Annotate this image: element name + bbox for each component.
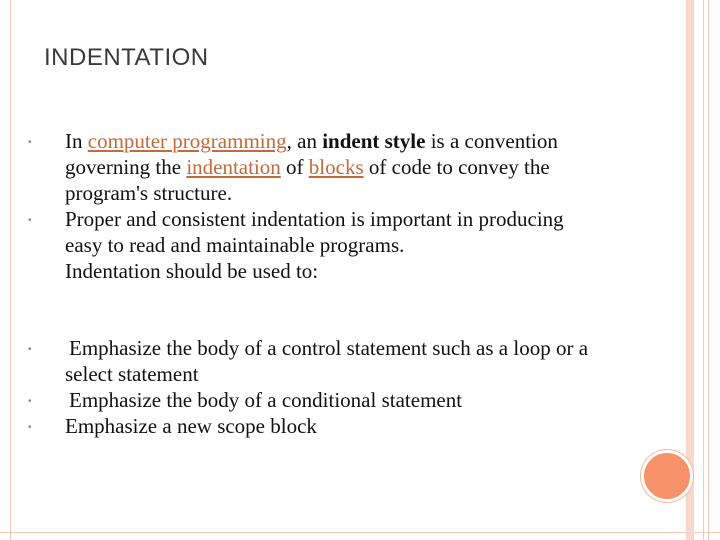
link-indentation[interactable]: indentation — [186, 155, 281, 179]
side-decoration-line-2 — [708, 0, 709, 540]
bullet-dot: • — [28, 137, 32, 148]
frame-border-bottom — [0, 532, 720, 533]
bullet-text: Emphasize the body of a control statement such as a loop or a select statement — [65, 336, 589, 386]
link-blocks[interactable]: blocks — [308, 155, 364, 179]
bullet-item — [28, 335, 588, 387]
bullet-item — [28, 206, 588, 258]
bullet-item — [28, 413, 588, 439]
bullet-list-top — [28, 128, 588, 284]
bullet-text — [65, 129, 558, 205]
orange-circle-decoration — [641, 450, 693, 502]
bullet-dot: • — [28, 344, 32, 355]
bullet-text: Emphasize the body of a conditional statement — [69, 388, 463, 412]
bullet-item — [28, 128, 588, 206]
text-span: of — [280, 155, 309, 179]
text-span: is a convention governing the — [65, 129, 558, 179]
bullet-dot: • — [28, 215, 32, 226]
bold-term: indent style — [322, 129, 426, 153]
link-computer-programming[interactable]: computer programming — [87, 129, 287, 153]
bullet-list-bottom — [28, 335, 588, 439]
bullet-dot: • — [28, 396, 32, 407]
bullet-text: Proper and consistent indentation is important in producing easy to read and maintainable programs. — [65, 207, 564, 257]
slide-title: INDENTATION — [44, 44, 209, 71]
text-span: , an — [286, 129, 323, 153]
continuation-text: Indentation should be used to: — [65, 259, 319, 283]
frame-border-left — [10, 0, 11, 540]
bullet-dot: • — [28, 422, 32, 433]
bullet-item — [28, 387, 588, 413]
text-span: of code to convey the program's structure. — [65, 155, 550, 205]
text-span: In — [65, 129, 88, 153]
bullet-text: Emphasize a new scope block — [65, 414, 317, 438]
side-decoration-line — [703, 0, 704, 540]
